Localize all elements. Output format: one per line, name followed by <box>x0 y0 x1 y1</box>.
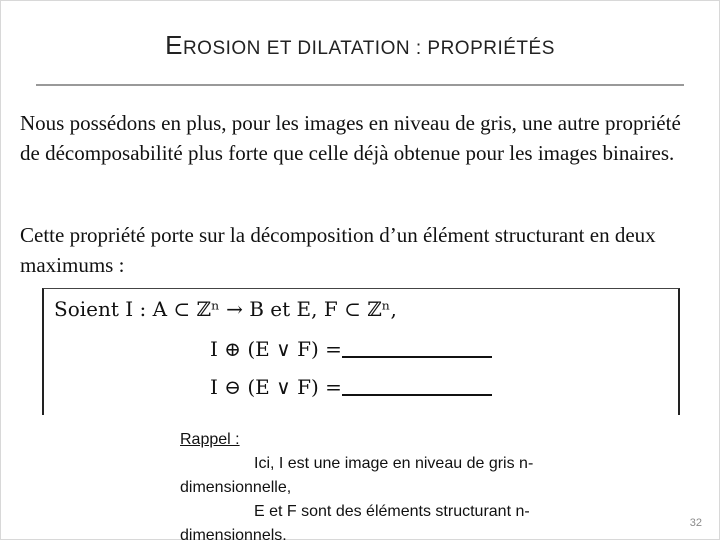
formula-dilation-text: I ⊕ (E ∨ F) = <box>210 337 342 361</box>
rappel-line-1: Ici, I est une image en niveau de gris n- <box>254 455 534 472</box>
rappel-line-3: E et F sont des éléments structurant n- <box>254 503 530 520</box>
paragraph-2: Cette propriété porte sur la décomposition d’un élément structurant en deux maximums : <box>20 223 656 277</box>
title-initial: E <box>165 30 183 60</box>
formula-dilation <box>210 337 492 361</box>
title-underline <box>36 84 684 86</box>
rappel-note <box>180 428 600 548</box>
rappel-line-4: dimensionnels. <box>180 527 287 544</box>
formula-line-1: Soient I : A ⊂ ℤⁿ → B et E, F ⊂ ℤⁿ, <box>54 297 397 321</box>
title-part-2: ET DILATATION : PROPRIÉTÉS <box>266 38 555 59</box>
title-part-1: ROSION <box>182 38 267 59</box>
slide-number: 32 <box>689 517 702 529</box>
formula-dilation-blank <box>342 338 492 358</box>
formula-erosion-blank <box>342 376 492 396</box>
slide-title <box>0 30 720 61</box>
formula-erosion-text: I ⊖ (E ∨ F) = <box>210 375 342 399</box>
rappel-heading: Rappel : <box>180 431 240 448</box>
rappel-line-2: dimensionnelle, <box>180 479 292 496</box>
formula-erosion <box>210 375 492 399</box>
paragraph-1: Nous possédons en plus, pour les images en niveau de gris, une autre propriété de décomposabilité plus forte que celle déjà obtenue pour les images binaires. <box>20 111 681 165</box>
formula-box <box>42 288 680 415</box>
